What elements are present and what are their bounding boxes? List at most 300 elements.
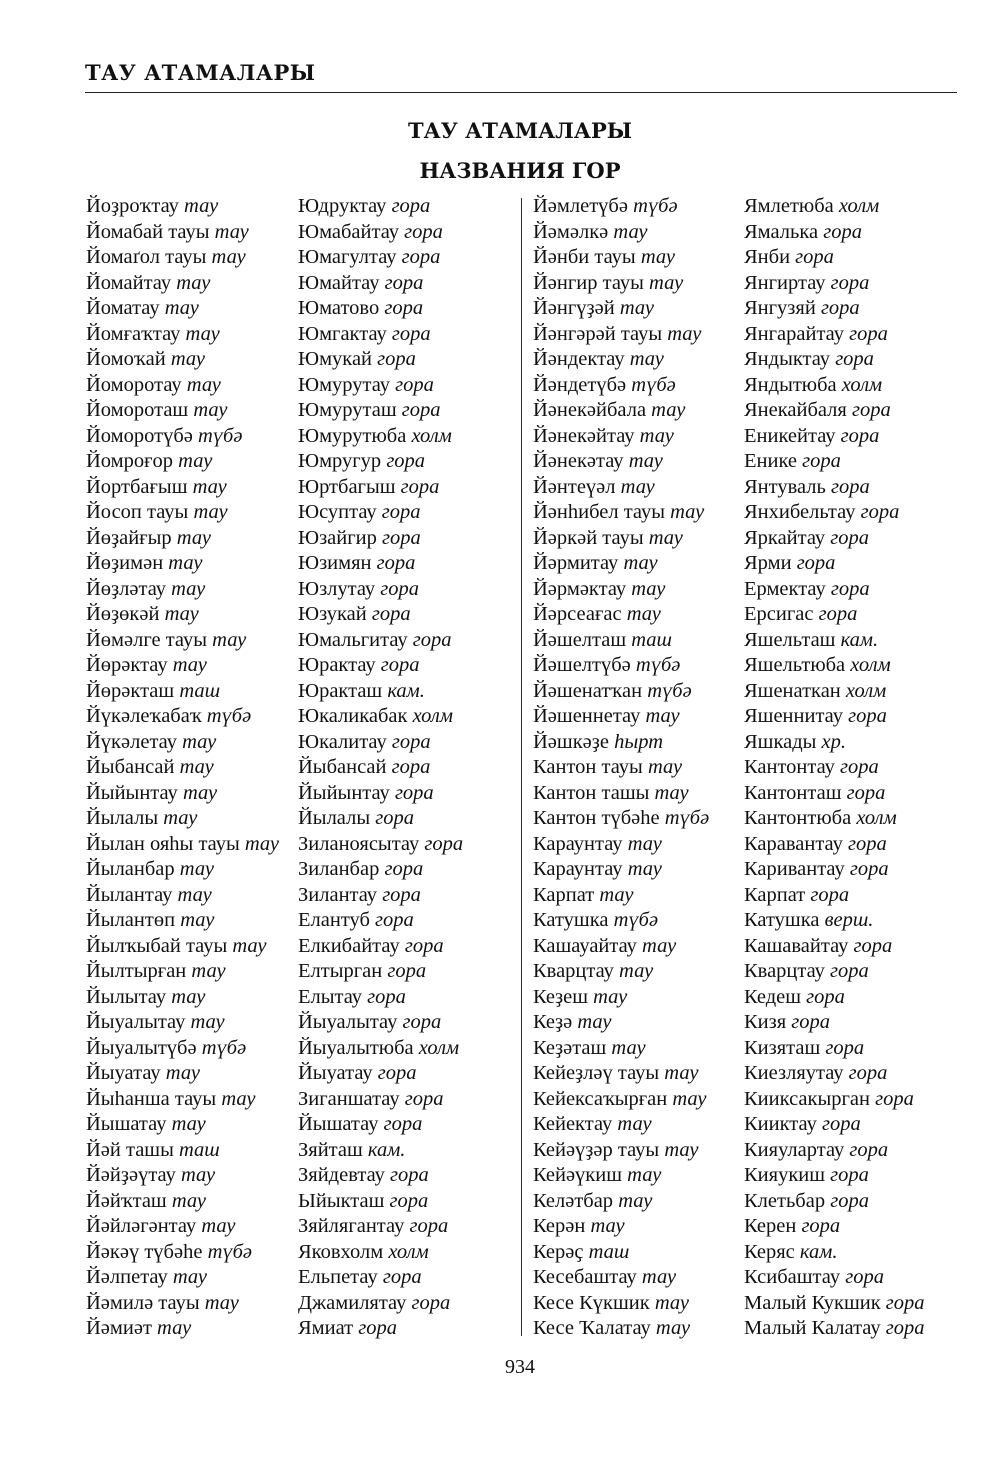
- entry-row: [298, 373, 463, 399]
- entry-name: Йәрмитау: [533, 552, 619, 574]
- entry-row: [86, 475, 279, 501]
- entry-row: [298, 220, 463, 246]
- entry-row: [533, 1291, 709, 1317]
- entry-name: Йәрмәктау: [533, 577, 627, 600]
- entry-name: Кеҙәташ: [533, 1036, 607, 1059]
- entry-type: гора: [875, 1087, 914, 1110]
- entry-name: Йылтырған: [86, 960, 187, 982]
- entry-type: холм: [388, 1240, 429, 1263]
- entry-name: Караунтау: [533, 832, 623, 855]
- entry-row: [533, 1087, 709, 1113]
- entry-type: гора: [377, 1062, 417, 1084]
- entry-row: [298, 959, 463, 985]
- entry-type: гора: [402, 1011, 442, 1033]
- entry-name: Джамилятау: [298, 1291, 407, 1314]
- entry-type: холм: [841, 373, 883, 396]
- entry-type: тау: [172, 1266, 207, 1288]
- entry-name: Янтуваль: [744, 475, 826, 498]
- entry-row: [744, 271, 925, 297]
- entry-name: Ыйыкташ: [298, 1189, 385, 1212]
- entry-row: [533, 755, 709, 781]
- entry-name: Йәнекәйтау: [533, 424, 635, 447]
- entry-name: Кантонтюба: [744, 807, 852, 829]
- page-title: ТАУ АТАМАЛАРЫ: [408, 118, 632, 143]
- entry-name: Йышатау: [86, 1113, 167, 1135]
- entry-row: [86, 526, 279, 552]
- entry-type: холм: [850, 654, 891, 676]
- entry-row: [298, 1189, 463, 1215]
- entry-type: тау: [168, 552, 203, 574]
- entry-type: тау: [655, 1317, 691, 1339]
- entry-row: [298, 500, 463, 526]
- entry-type: гора: [401, 246, 441, 268]
- entry-type: тау: [651, 399, 686, 421]
- entry-type: хр.: [821, 730, 847, 753]
- entry-name: Зилантау: [298, 883, 378, 906]
- entry-name: Йоҙроҡтау: [86, 195, 179, 217]
- entry-type: тау: [613, 220, 648, 243]
- entry-row: [533, 1189, 709, 1215]
- entry-row: [744, 730, 925, 756]
- entry-row: [298, 602, 463, 628]
- entry-name: Ксибаштау: [744, 1266, 841, 1288]
- entry-row: [86, 271, 279, 297]
- entry-type: тау: [640, 246, 675, 268]
- entry-type: гора: [806, 985, 845, 1008]
- entry-type: таш: [588, 1240, 630, 1263]
- entry-name: Кияукиш: [744, 1164, 826, 1186]
- entry-type: тау: [618, 1189, 653, 1212]
- entry-row: [533, 271, 709, 297]
- entry-type: тау: [670, 501, 705, 523]
- entry-type: гора: [823, 220, 862, 243]
- entry-name: Еникейтау: [744, 424, 836, 447]
- entry-row: [533, 1010, 709, 1036]
- entry-row: [744, 781, 925, 807]
- entry-type: гора: [404, 934, 444, 957]
- entry-type: холм: [845, 679, 887, 702]
- entry-type: гора: [835, 348, 874, 370]
- entry-row: [533, 857, 709, 883]
- entry-type: гора: [848, 705, 887, 727]
- entry-row: [533, 1112, 709, 1138]
- entry-type: тау: [179, 756, 214, 778]
- entry-type: холм: [418, 1036, 460, 1059]
- entry-type: тау: [193, 399, 228, 421]
- entry-name: Йәлпетау: [86, 1266, 168, 1288]
- entry-name: Юзайгир: [298, 526, 377, 549]
- entry-row: [298, 577, 463, 603]
- entry-name: Йәйҡташ: [86, 1189, 167, 1212]
- entry-name: Йәкәү түбәһе: [86, 1240, 203, 1263]
- entry-type: гора: [830, 475, 870, 498]
- entry-name: Кантонтау: [744, 756, 835, 778]
- entry-type: тау: [244, 832, 279, 855]
- entry-type: түбә: [201, 1036, 247, 1059]
- entry-row: [298, 985, 463, 1011]
- entry-row: [744, 551, 925, 577]
- entry-type: гора: [849, 858, 889, 880]
- entry-row: [533, 985, 709, 1011]
- entry-type: гора: [380, 577, 420, 600]
- entry-row: [298, 1163, 463, 1189]
- entry-row: [86, 985, 279, 1011]
- entry-type: гора: [380, 654, 420, 676]
- entry-row: [298, 1061, 463, 1087]
- entry-row: [744, 1010, 925, 1036]
- entry-row: [533, 959, 709, 985]
- entry-type: гора: [840, 424, 880, 447]
- entry-row: [86, 551, 279, 577]
- entry-name: Йөмәлге тауы: [86, 628, 208, 651]
- entry-name: Киезляутау: [744, 1062, 844, 1084]
- entry-name: Юртбагыш: [298, 475, 396, 498]
- entry-name: Кииктау: [744, 1113, 817, 1135]
- entry-name: Юдруктау: [298, 195, 387, 217]
- entry-name: Кейәүҙәр тауы: [533, 1138, 660, 1161]
- entry-name: Йылантау: [86, 883, 173, 906]
- entry-name: Йылантөп: [86, 909, 176, 931]
- entry-name: Йомайтау: [86, 271, 172, 294]
- entry-type: гора: [391, 322, 431, 345]
- entry-type: гора: [851, 399, 891, 421]
- entry-type: таш: [631, 628, 673, 651]
- entry-row: [298, 271, 463, 297]
- entry-type: тау: [641, 1266, 677, 1288]
- entry-type: тау: [672, 1087, 707, 1110]
- entry-row: [744, 679, 925, 705]
- entry-name: Йәрсеағас: [533, 603, 622, 625]
- entry-type: түбә: [206, 705, 252, 727]
- entry-row: [298, 449, 463, 475]
- entry-name: Юмурутау: [298, 373, 391, 396]
- entry-type: түбә: [207, 1240, 253, 1263]
- entry-row: [744, 653, 925, 679]
- entry-name: Малый Калатау: [744, 1317, 881, 1339]
- entry-row: [298, 347, 463, 373]
- entry-type: гора: [375, 807, 414, 829]
- entry-name: Елтырган: [298, 960, 383, 982]
- entry-type: тау: [627, 832, 662, 855]
- entry-row: [533, 296, 709, 322]
- entry-row: [533, 1214, 709, 1240]
- column-1-bashkir: [86, 194, 279, 1342]
- entry-type: гора: [885, 1291, 925, 1314]
- entry-row: [744, 577, 925, 603]
- entry-name: Йәнби тауы: [533, 246, 636, 268]
- entry-row: [86, 806, 279, 832]
- entry-name: Йүкәлеҡабаҡ: [86, 705, 202, 727]
- entry-type: тау: [211, 246, 246, 268]
- entry-type: тау: [628, 450, 663, 472]
- entry-row: [744, 1138, 925, 1164]
- entry-type: гора: [846, 781, 886, 804]
- entry-type: тау: [623, 552, 658, 574]
- entry-row: [533, 1316, 709, 1342]
- entry-type: тау: [212, 628, 247, 651]
- entry-name: Йәй ташы: [86, 1138, 174, 1161]
- entry-name: Юзукай: [298, 603, 367, 625]
- entry-type: гора: [384, 297, 424, 319]
- entry-type: тау: [180, 1164, 216, 1186]
- entry-type: холм: [411, 424, 452, 447]
- entry-type: гора: [384, 858, 424, 880]
- entry-name: Кесе Ҡалатау: [533, 1317, 651, 1339]
- entry-row: [86, 220, 279, 246]
- entry-row: [744, 500, 925, 526]
- entry-type: гора: [830, 1189, 869, 1212]
- entry-type: гора: [377, 348, 416, 370]
- entry-type: тау: [184, 195, 219, 217]
- entry-name: Йәшелтүбә: [533, 654, 631, 676]
- entry-row: [298, 194, 463, 220]
- entry-type: гора: [382, 526, 421, 549]
- entry-name: Йомаґол тауы: [86, 246, 207, 268]
- entry-name: Йомоҡай: [86, 348, 166, 370]
- entry-name: Йыуалытау: [298, 1011, 398, 1033]
- entry-name: Йыуатау: [86, 1062, 161, 1084]
- entry-row: [86, 959, 279, 985]
- entry-row: [744, 322, 925, 348]
- entry-row: [298, 1265, 463, 1291]
- entry-row: [298, 1112, 463, 1138]
- entry-name: Кейексаҡырған: [533, 1087, 668, 1110]
- entry-type: тау: [577, 1011, 612, 1033]
- entry-type: холм: [856, 807, 897, 829]
- entry-type: тау: [649, 271, 684, 294]
- entry-row: [744, 883, 925, 909]
- entry-type: гора: [820, 297, 860, 319]
- entry-name: Юмальгитау: [298, 628, 408, 651]
- entry-type: тау: [626, 603, 661, 625]
- entry-type: тау: [165, 1062, 200, 1084]
- entry-type: тау: [648, 526, 683, 549]
- entry-name: Кизя: [744, 1011, 787, 1033]
- entry-row: [298, 1240, 463, 1266]
- entry-name: Йәнгәрәй тауы: [533, 322, 663, 345]
- entry-name: Янгиртау: [744, 271, 826, 294]
- entry-name: Ерсигас: [744, 603, 814, 625]
- entry-name: Йәмилә тауы: [86, 1291, 200, 1314]
- entry-row: [86, 1036, 279, 1062]
- entry-type: гора: [395, 373, 434, 396]
- entry-name: Катушка: [533, 909, 609, 931]
- entry-name: Йәнһибел тауы: [533, 501, 665, 523]
- entry-row: [533, 449, 709, 475]
- entry-name: Ельпетау: [298, 1266, 378, 1288]
- entry-row: [744, 1240, 925, 1266]
- entry-name: Йәшеннетау: [533, 705, 641, 727]
- entry-row: [86, 704, 279, 730]
- entry-name: Юкаликабак: [298, 705, 408, 727]
- entry-row: [298, 653, 463, 679]
- entry-type: кам.: [367, 1138, 406, 1161]
- entry-type: гора: [795, 246, 834, 268]
- entry-name: Йыбансай: [298, 756, 387, 778]
- entry-name: Янби: [744, 246, 791, 268]
- entry-name: Юмагултау: [298, 246, 397, 268]
- entry-name: Кесе Күкшик: [533, 1291, 650, 1314]
- entry-type: гора: [382, 883, 421, 906]
- entry-row: [744, 1189, 925, 1215]
- entry-name: Йыуалытюба: [298, 1036, 414, 1059]
- entry-name: Яндыктау: [744, 348, 831, 370]
- entry-row: [533, 679, 709, 705]
- entry-row: [298, 322, 463, 348]
- entry-type: гора: [391, 756, 431, 778]
- entry-row: [298, 551, 463, 577]
- entry-name: Юмабайтау: [298, 220, 400, 243]
- entry-name: Яшельтюба: [744, 654, 846, 676]
- entry-type: гора: [424, 832, 464, 855]
- entry-type: кам.: [799, 1240, 838, 1263]
- entry-row: [533, 398, 709, 424]
- entry-type: тау: [620, 475, 655, 498]
- entry-row: [533, 1265, 709, 1291]
- column-2-russian: [298, 194, 463, 1342]
- entry-type: тау: [170, 348, 205, 370]
- entry-name: Йөрәкташ: [86, 679, 175, 702]
- entry-type: тау: [645, 705, 680, 727]
- entry-type: таш: [179, 1138, 220, 1161]
- entry-type: тау: [186, 373, 221, 396]
- entry-row: [86, 1240, 279, 1266]
- entry-type: гора: [796, 552, 836, 574]
- entry-name: Йәркәй тауы: [533, 526, 644, 549]
- entry-type: гора: [885, 1317, 925, 1339]
- entry-row: [533, 908, 709, 934]
- entry-type: гора: [801, 1215, 841, 1237]
- entry-row: [533, 475, 709, 501]
- entry-name: Елытау: [298, 985, 363, 1008]
- entry-row: [86, 577, 279, 603]
- entry-name: Зяйлягантау: [298, 1215, 405, 1237]
- entry-name: Кантонташ: [744, 781, 842, 804]
- column-4-russian: [744, 194, 925, 1342]
- entry-type: тау: [193, 501, 228, 523]
- entry-name: Ямлетюба: [744, 195, 834, 217]
- entry-type: гора: [810, 883, 850, 906]
- entry-type: тау: [664, 1062, 699, 1084]
- entry-type: гора: [830, 271, 870, 294]
- entry-row: [298, 1214, 463, 1240]
- entry-name: Керәҫ: [533, 1240, 584, 1263]
- entry-row: [744, 1291, 925, 1317]
- entry-type: верш.: [824, 909, 874, 931]
- entry-type: гора: [383, 1113, 423, 1135]
- entry-row: [86, 934, 279, 960]
- entry-type: тау: [191, 960, 226, 982]
- entry-name: Кииксакырган: [744, 1087, 870, 1110]
- entry-name: Кияулартау: [744, 1138, 845, 1161]
- entry-type: гора: [830, 577, 870, 600]
- entry-row: [86, 755, 279, 781]
- entry-type: гора: [390, 1164, 429, 1186]
- entry-name: Йылалы: [298, 807, 371, 829]
- entry-row: [86, 832, 279, 858]
- entry-row: [86, 908, 279, 934]
- entry-name: Йыһанша тауы: [86, 1087, 217, 1110]
- entry-name: Ермектау: [744, 577, 826, 600]
- entry-name: Клетьбар: [744, 1189, 826, 1212]
- entry-row: [744, 1163, 925, 1189]
- entry-name: Йыйынтау: [298, 781, 390, 804]
- entry-row: [298, 1138, 463, 1164]
- entry-row: [744, 1316, 925, 1342]
- entry-type: тау: [642, 934, 677, 957]
- entry-type: тау: [221, 1087, 256, 1110]
- entry-row: [298, 806, 463, 832]
- entry-row: [744, 959, 925, 985]
- entry-row: [86, 1061, 279, 1087]
- entry-row: [744, 755, 925, 781]
- entry-name: Керән: [533, 1215, 586, 1237]
- entry-name: Йомороташ: [86, 399, 189, 421]
- entry-type: гора: [411, 1291, 451, 1314]
- entry-name: Йәндектау: [533, 348, 625, 370]
- entry-name: Янхибельтау: [744, 501, 856, 523]
- entry-row: [744, 449, 925, 475]
- entry-type: тау: [631, 577, 666, 600]
- entry-row: [298, 679, 463, 705]
- entry-row: [533, 1138, 709, 1164]
- entry-row: [744, 424, 925, 450]
- entry-name: Йомроғор: [86, 450, 174, 472]
- entry-row: [298, 1291, 463, 1317]
- entry-row: [86, 1214, 279, 1240]
- entry-type: тау: [157, 1317, 192, 1339]
- entry-row: [86, 679, 279, 705]
- entry-name: Зиланбар: [298, 858, 380, 880]
- entry-type: түбә: [633, 195, 678, 217]
- entry-name: Юрактау: [298, 654, 376, 676]
- entry-type: таш: [179, 679, 221, 702]
- entry-type: тау: [214, 220, 249, 243]
- entry-name: Йөҙөкәй: [86, 603, 160, 625]
- entry-name: Яшкады: [744, 730, 817, 753]
- entry-name: Йыйынтау: [86, 781, 178, 804]
- entry-type: гора: [840, 756, 879, 778]
- entry-name: Йоморотау: [86, 373, 182, 396]
- entry-row: [744, 985, 925, 1011]
- entry-row: [298, 755, 463, 781]
- entry-type: тау: [190, 1011, 225, 1033]
- entry-name: Йәнекәтау: [533, 450, 624, 472]
- entry-row: [298, 1316, 463, 1342]
- entry-name: Кесебаштау: [533, 1266, 637, 1288]
- entry-row: [86, 1291, 279, 1317]
- entry-row: [533, 653, 709, 679]
- entry-name: Йомабай тауы: [86, 220, 210, 243]
- entry-row: [533, 194, 709, 220]
- entry-row: [86, 398, 279, 424]
- entry-type: гора: [389, 1189, 429, 1212]
- entry-type: тау: [654, 781, 689, 804]
- entry-type: тау: [629, 348, 664, 370]
- entry-row: [298, 908, 463, 934]
- entry-type: гора: [791, 1011, 831, 1033]
- entry-name: Каравантау: [744, 832, 843, 855]
- entry-name: Карпат: [744, 883, 806, 906]
- entry-name: Йәшелташ: [533, 628, 627, 651]
- entry-name: Зиланоясытау: [298, 832, 420, 855]
- entry-row: [744, 857, 925, 883]
- entry-row: [744, 1036, 925, 1062]
- entry-row: [744, 194, 925, 220]
- entry-name: Яркайтау: [744, 526, 826, 549]
- entry-name: Йосоп тауы: [86, 501, 189, 523]
- entry-name: Елкибайтау: [298, 934, 400, 957]
